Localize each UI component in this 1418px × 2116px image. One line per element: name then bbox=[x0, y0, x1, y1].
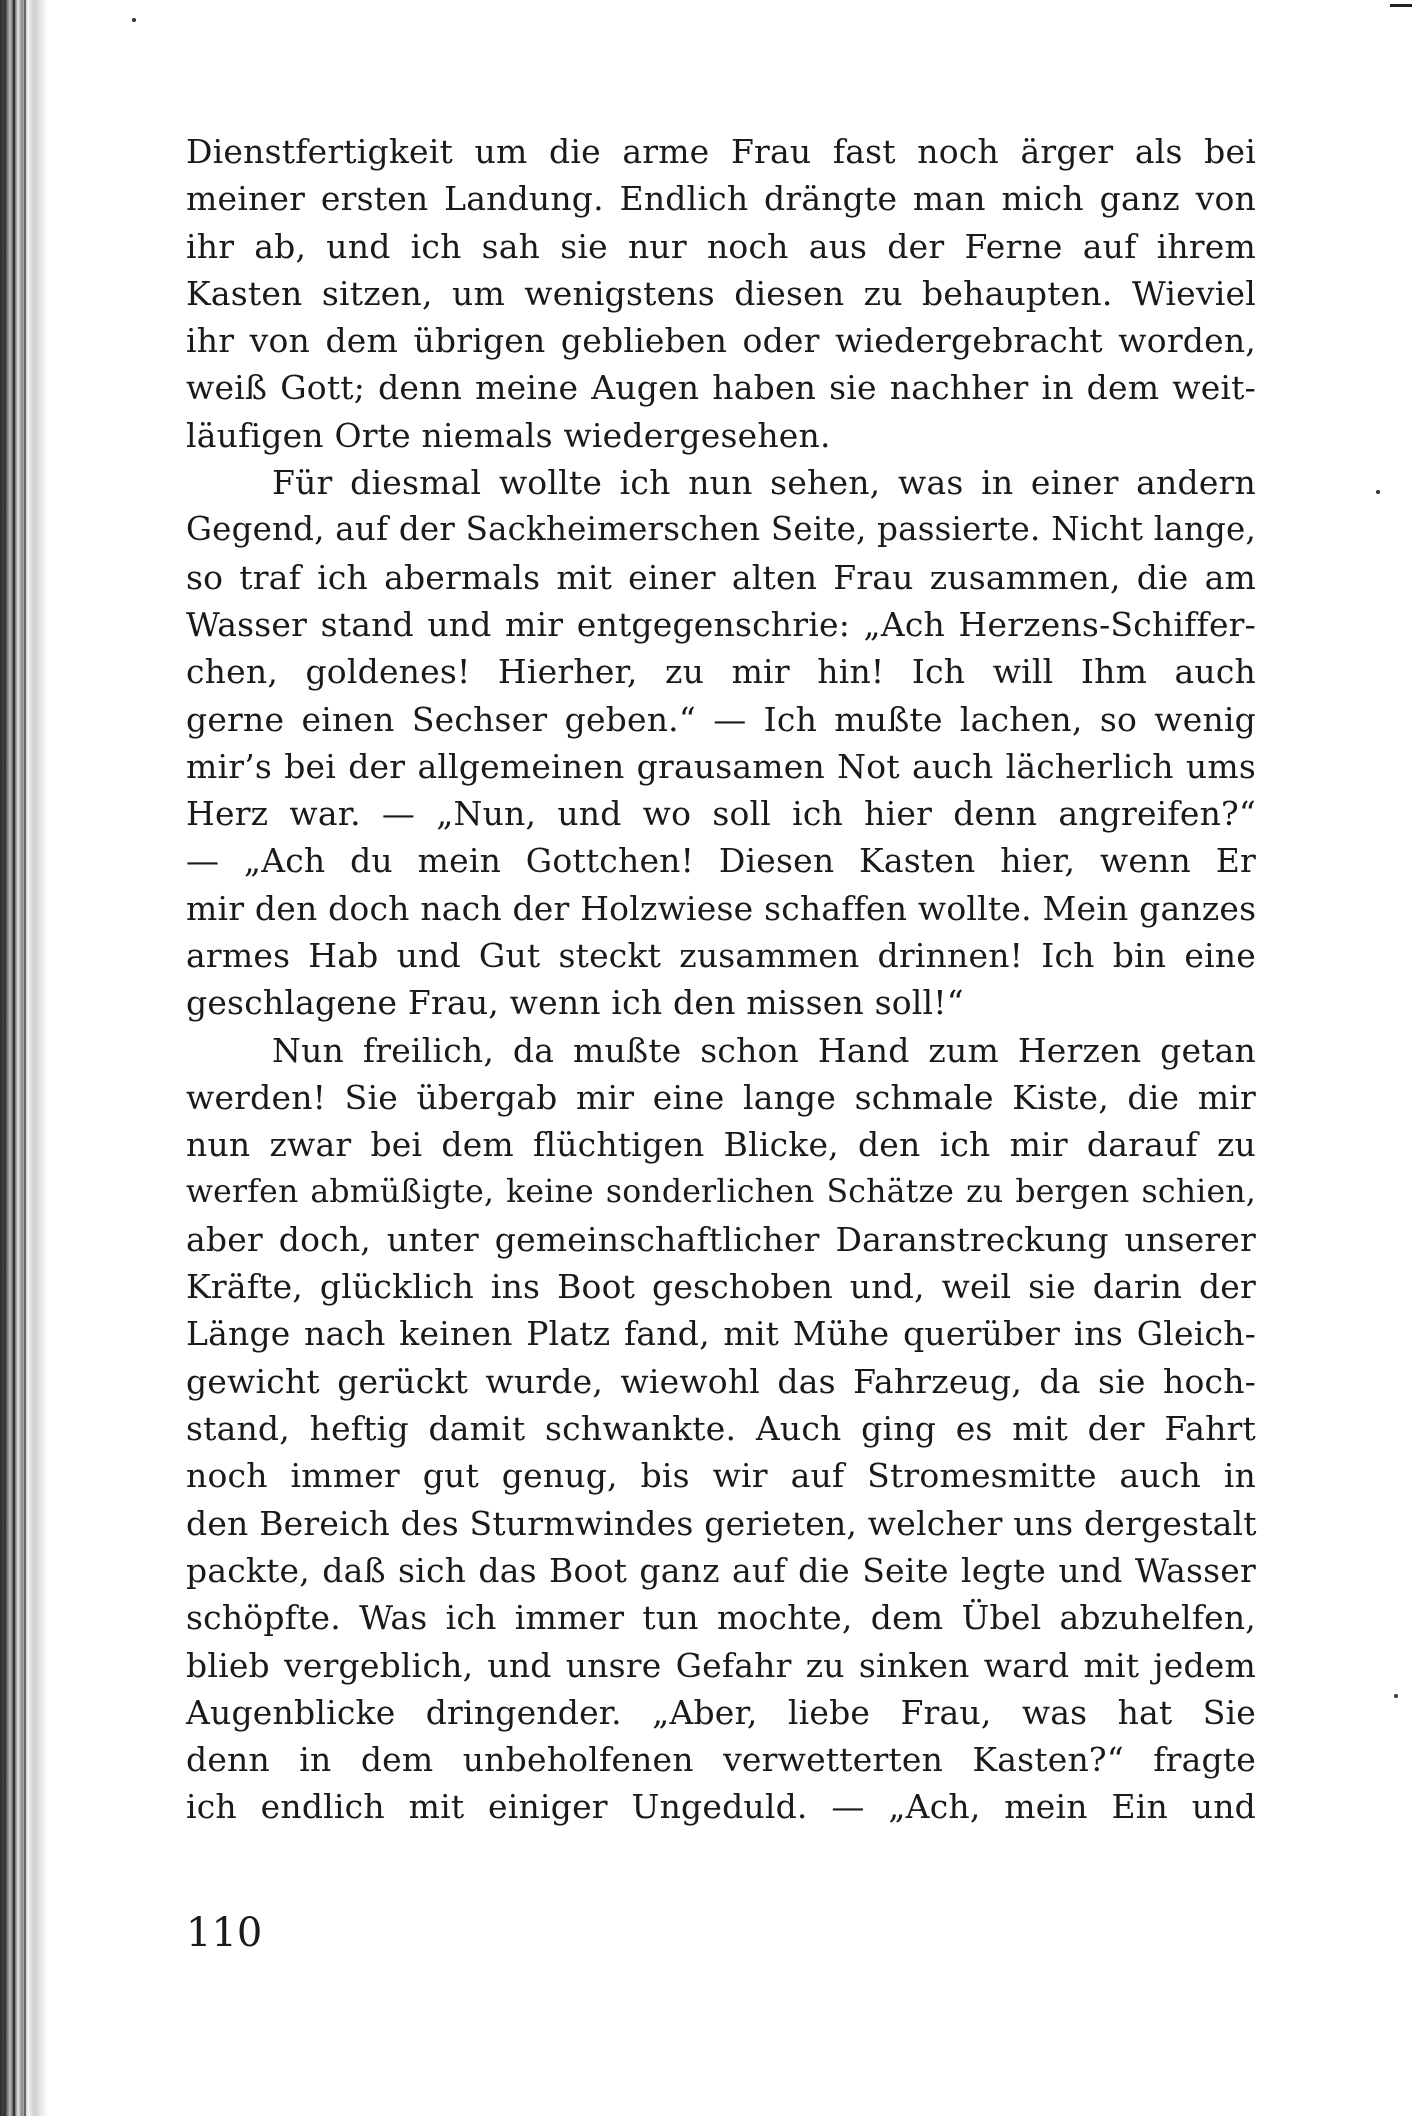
text-line: packte, daß sich das Boot ganz auf die Seite legte und Wasser bbox=[186, 1550, 1256, 1590]
page-text bbox=[186, 128, 1256, 1831]
text-line: geschlagene Frau, wenn ich den missen soll!“ bbox=[186, 983, 964, 1023]
text-line: chen, goldenes! Hierher, zu mir hin! Ich will Ihm auch bbox=[186, 652, 1256, 692]
text-line: werden! Sie übergab mir eine lange schmale Kiste, die mir bbox=[186, 1077, 1256, 1117]
text-line: den Bereich des Sturmwindes gerieten, welcher uns dergestalt bbox=[186, 1503, 1257, 1543]
text-line: schöpfte. Was ich immer tun mochte, dem Übel abzuhelfen, bbox=[186, 1598, 1256, 1638]
scan-speck bbox=[1376, 490, 1380, 494]
scan-speck bbox=[132, 18, 136, 22]
text-line: noch immer gut genug, bis wir auf Stromesmitte auch in bbox=[186, 1456, 1256, 1496]
gutter-line bbox=[4, 0, 6, 2116]
text-line: Kasten sitzen, um wenigstens diesen zu behaupten. Wieviel bbox=[186, 273, 1256, 313]
text-line: Kräfte, glücklich ins Boot geschoben und, weil sie darin der bbox=[186, 1267, 1256, 1307]
text-line: ich endlich mit einiger Ungeduld. — „Ach, mein Ein und bbox=[186, 1787, 1256, 1827]
text-line: gerne einen Sechser geben.“ — Ich mußte lachen, so wenig bbox=[186, 699, 1256, 739]
text-line: läufigen Orte niemals wiedergesehen. bbox=[186, 415, 831, 455]
text-line: mir’s bei der allgemeinen grausamen Not auch lächerlich ums bbox=[186, 746, 1256, 786]
text-line: Dienstfertigkeit um die arme Frau fast noch ärger als bei bbox=[186, 132, 1256, 171]
text-line: Nun freilich, da mußte schon Hand zum Herzen getan bbox=[272, 1030, 1256, 1070]
text-line: Herz war. — „Nun, und wo soll ich hier denn angreifen?“ bbox=[186, 794, 1256, 834]
text-line: Für diesmal wollte ich nun sehen, was in einer andern bbox=[272, 463, 1256, 503]
text-line: werfen abmüßigte, keine sonderlichen Schätze zu bergen schien, bbox=[186, 1173, 1256, 1210]
text-line: meiner ersten Landung. Endlich drängte man mich ganz von bbox=[186, 179, 1256, 219]
text-line: Augenblicke dringender. „Aber, liebe Frau, was hat Sie bbox=[186, 1692, 1256, 1732]
text-line: stand, heftig damit schwankte. Auch ging es mit der Fahrt bbox=[186, 1409, 1256, 1449]
text-line: aber doch, unter gemeinschaftlicher Daranstreckung unserer bbox=[186, 1219, 1256, 1259]
text-line: mir den doch nach der Holzwiese schaffen wollte. Mein ganzes bbox=[186, 888, 1257, 928]
gutter-line bbox=[24, 0, 26, 2116]
text-line: armes Hab und Gut steckt zusammen drinnen! Ich bin eine bbox=[186, 936, 1256, 976]
text-line: weiß Gott; denn meine Augen haben sie nachher in dem weit- bbox=[186, 368, 1256, 408]
text-line: Länge nach keinen Platz fand, mit Mühe querüber ins Gleich- bbox=[186, 1314, 1256, 1354]
text-line: denn in dem unbeholfenen verwetterten Kasten?“ fragte bbox=[186, 1740, 1256, 1780]
text-line: nun zwar bei dem flüchtigen Blicke, den ich mir darauf zu bbox=[186, 1125, 1256, 1165]
scan-mark bbox=[1390, 4, 1412, 7]
text-line: ihr ab, und ich sah sie nur noch aus der Ferne auf ihrem bbox=[186, 226, 1256, 266]
text-line: ihr von dem übrigen geblieben oder wiedergebracht worden, bbox=[186, 321, 1256, 361]
text-line: Gegend, auf der Sackheimerschen Seite, passierte. Nicht lange, bbox=[186, 510, 1256, 549]
text-line: Wasser stand und mir entgegenschrie: „Ach Herzens-Schiffer- bbox=[186, 604, 1256, 644]
text-line: gewicht gerückt wurde, wiewohl das Fahrzeug, da sie hoch- bbox=[186, 1361, 1256, 1401]
text-line: so traf ich abermals mit einer alten Frau zusammen, die am bbox=[186, 557, 1256, 597]
scan-speck bbox=[1394, 1694, 1398, 1698]
text-line: — „Ach du mein Gottchen! Diesen Kasten hier, wenn Er bbox=[186, 841, 1256, 881]
page-number: 110 bbox=[186, 1910, 263, 1956]
gutter-line bbox=[13, 0, 15, 2116]
text-line: blieb vergeblich, und unsre Gefahr zu sinken ward mit jedem bbox=[186, 1645, 1256, 1685]
